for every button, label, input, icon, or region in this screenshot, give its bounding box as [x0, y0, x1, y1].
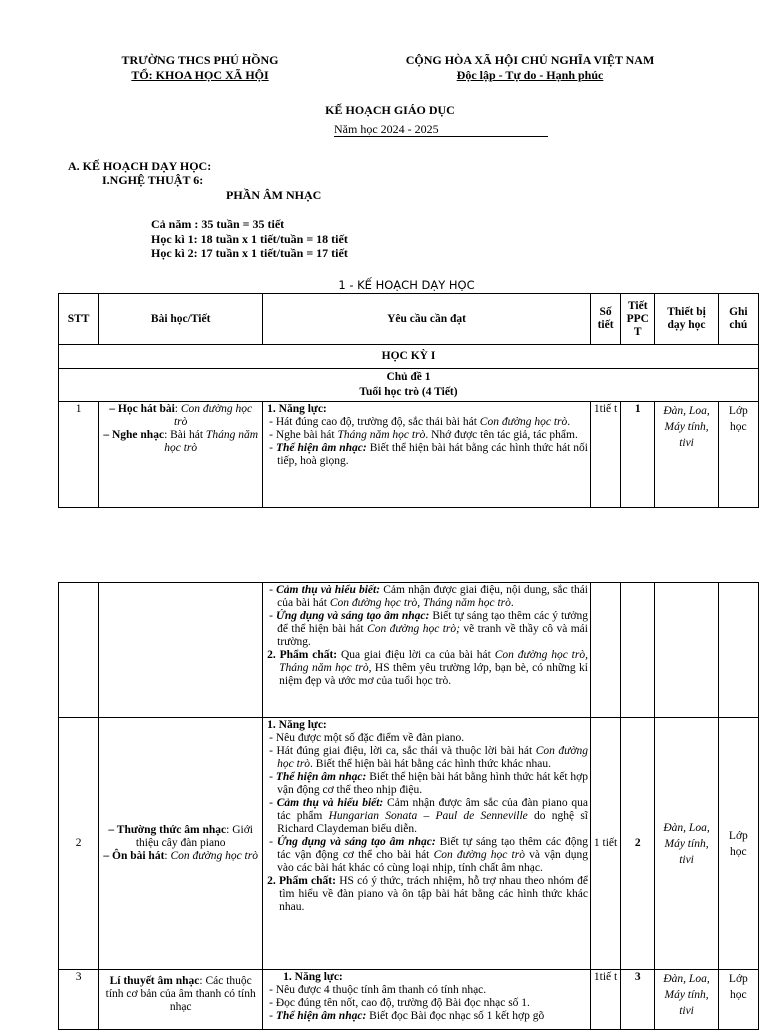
row-notes: Lớp học [718, 970, 758, 1030]
topic-cell [59, 369, 759, 402]
row-equipment: Đàn, Loa, Máy tính, tivi [655, 718, 718, 970]
group-name: TỔ: KHOA HỌC XÃ HỘI [131, 68, 269, 82]
subsection-title: I.NGHỆ THUẬT 6: [102, 173, 204, 187]
req-item: - Thể hiện âm nhạc: Biết thể hiện bài hát bằng hình thức hát kết hợp vận động cơ thể theo nhịp điệu. [269, 771, 589, 796]
req-item: - Đọc đúng tên nốt, cao độ, trường độ Bài đọc nhạc số 1. [269, 997, 530, 1009]
lesson-label: – Nghe nhạc [103, 429, 165, 441]
lesson-label: – Thường thức âm nhạc [108, 824, 227, 836]
req-item: - Nêu được 4 thuộc tính âm thanh có tính nhạc. [269, 984, 487, 996]
req-heading: 1. Năng lực: [267, 403, 327, 415]
col-notes: Ghi chú [718, 294, 758, 345]
plan-table-page1 [58, 293, 759, 508]
req-item: - Ứng dụng và sáng tạo âm nhạc: Biết tự sáng tạo thêm các ý tưởng để thể hiện bài hát Con đường học trò; vẽ tranh về thầy cô và mái trường. [269, 610, 588, 648]
row-lesson: – Thường thức âm nhạc: Giới thiệu cây đàn piano – Ôn bài hát: Con đường học trò [99, 718, 263, 970]
table-row [59, 402, 759, 508]
lesson-text: Giới thiệu cây đàn piano [135, 824, 253, 849]
school-year [334, 123, 548, 137]
topic-label: Chủ đề 1 [386, 371, 431, 383]
row-requirements [263, 583, 591, 718]
req-item: - Ứng dụng và sáng tạo âm nhạc: Biết tự sáng tạo thêm các động tác vận động cơ thể cho bài hát Con đường học trò và vận dụng vào các bài hát khác có cùng loại nhịp, tính chất âm nhạc. [269, 836, 588, 874]
part-title: PHẦN ÂM NHẠC [226, 188, 322, 202]
col-periods: Số tiết [591, 294, 621, 345]
req-item: - Thể hiện âm nhạc: Biết thể hiện bài hát bằng các hình thức hát nối tiếp, hoà giọng. [269, 442, 588, 467]
req-item: 2. Phẩm chất: Qua giai điệu lời ca của bài hát Con đường học trò, Tháng năm học trò, HS thêm yêu trường lớp, bạn bè, có những kỉ niệm đẹp và ước mơ của tuổi học trò. [267, 649, 589, 687]
col-requirements: Yêu cầu cần đạt [263, 294, 591, 345]
col-lesson: Bài học/Tiết [99, 294, 263, 345]
lesson-label: – Ôn bài hát [103, 850, 165, 862]
topic-name: Tuổi học trò (4 Tiết) [359, 386, 458, 398]
row-ppct: 2 [621, 718, 655, 970]
req-item: - Nghe bài hát Tháng năm học trò. Nhớ được tên tác giả, tác phẩm. [269, 429, 578, 441]
lesson-title: Tháng năm học trò [164, 429, 258, 454]
summary-line: Cả năm : 35 tuần = 35 tiết [151, 217, 285, 231]
row-notes: Lớp học [718, 402, 758, 508]
summary-line: Học kì 1: 18 tuần x 1 tiết/tuần = 18 tiết [151, 231, 348, 246]
row-periods: 1 tiết [591, 718, 621, 970]
row-stt: 1 [59, 402, 99, 508]
table-row-continued [59, 583, 759, 718]
table-row [59, 970, 759, 1030]
lesson-title: Con đường học trò [170, 850, 258, 862]
req-item: - Cảm thụ và hiểu biết: Cảm nhận được âm sắc của đàn piano qua tác phẩm Hungarian Sonata – Paul de Senneville do nghệ sĩ Richard Claydeman biểu diễn. [269, 797, 589, 835]
row-equipment: Đàn, Loa, Máy tính, tivi [655, 402, 718, 508]
req-item: 2. Phẩm chất: HS có ý thức, trách nhiệm, hỗ trợ nhau theo nhóm để tìm hiểu về đàn piano và ôn tập bài hát bằng các hình thức khác nhau. [267, 875, 588, 913]
row-stt: 3 [59, 970, 99, 1030]
school-name: TRƯỜNG THCS PHÚ HỒNG [121, 53, 279, 67]
row-stt [59, 583, 99, 718]
row-notes: Lớp học [718, 718, 758, 970]
row-ppct: 1 [621, 402, 655, 508]
req-item: - Cảm thụ và hiểu biết: Cảm nhận được giai điệu, nội dung, sắc thái của bài hát Con đường học trò, Tháng năm học trò. [269, 584, 588, 609]
lesson-title: Con đường học trò [173, 403, 253, 428]
semester-row [59, 345, 759, 369]
plan-table-page2 [58, 582, 759, 1030]
topic-row [59, 369, 759, 402]
row-equipment: Đàn, Loa, Máy tính, tivi [655, 970, 718, 1030]
nation-motto: Độc lập - Tự do - Hạnh phúc [456, 68, 604, 82]
lesson-text: Các thuộc tính cơ bản của âm thanh có tính nhạc [105, 975, 256, 1013]
row-periods: 1tiế t [591, 402, 621, 508]
table-caption: 1 - KẾ HOẠCH DẠY HỌC [338, 278, 475, 292]
school-year-text: Năm học 2024 - 2025 [334, 122, 439, 136]
row-periods: 1tiế t [591, 970, 621, 1030]
nation-title: CỘNG HÒA XÃ HỘI CHỦ NGHĨA VIỆT NAM [405, 53, 655, 67]
plan-title: KẾ HOẠCH GIÁO DỤC [325, 103, 455, 117]
summary-block [151, 217, 348, 261]
row-requirements [263, 970, 591, 1030]
row-lesson: Lí thuyết âm nhạc: Các thuộc tính cơ bản của âm thanh có tính nhạc [99, 970, 263, 1030]
lesson-label: Lí thuyết âm nhạc [109, 975, 200, 987]
col-stt: STT [59, 294, 99, 345]
table-header-row [59, 294, 759, 345]
col-equipment: Thiết bị dạy học [655, 294, 718, 345]
row-periods [591, 583, 621, 718]
semester-label: HỌC KỲ I [59, 345, 759, 369]
lesson-label: – Học hát bài [109, 403, 175, 415]
row-stt: 2 [59, 718, 99, 970]
req-item: - Hát đúng cao độ, trường độ, sắc thái bài hát Con đường học trò. [269, 416, 571, 428]
row-equipment [655, 583, 718, 718]
lesson-text: Bài hát [170, 429, 204, 441]
col-ppct: Tiết PPC T [621, 294, 655, 345]
req-heading: 1. Năng lực: [267, 719, 327, 731]
req-item: - Nêu được một số đặc điểm về đàn piano. [269, 732, 465, 744]
summary-line: Học kì 2: 17 tuần x 1 tiết/tuần = 17 tiết [151, 246, 348, 260]
row-lesson: – Học hát bài: Con đường học trò – Nghe nhạc: Bài hát Tháng năm học trò [99, 402, 263, 508]
row-requirements [263, 718, 591, 970]
row-ppct [621, 583, 655, 718]
row-lesson [99, 583, 263, 718]
section-a-title: A. KẾ HOẠCH DẠY HỌC: [68, 159, 212, 173]
req-item: - Hát đúng giai điệu, lời ca, sắc thái và thuộc lời bài hát Con đường học trò. Biết thể hiện bài hát bằng các hình thức khác nhau. [269, 745, 588, 770]
row-notes [718, 583, 758, 718]
req-item: - Thể hiện âm nhạc: Biết đọc Bài đọc nhạc số 1 kết hợp gõ [269, 1010, 545, 1022]
table-row [59, 718, 759, 970]
req-heading: 1. Năng lực: [283, 971, 343, 983]
row-requirements [263, 402, 591, 508]
row-ppct: 3 [621, 970, 655, 1030]
